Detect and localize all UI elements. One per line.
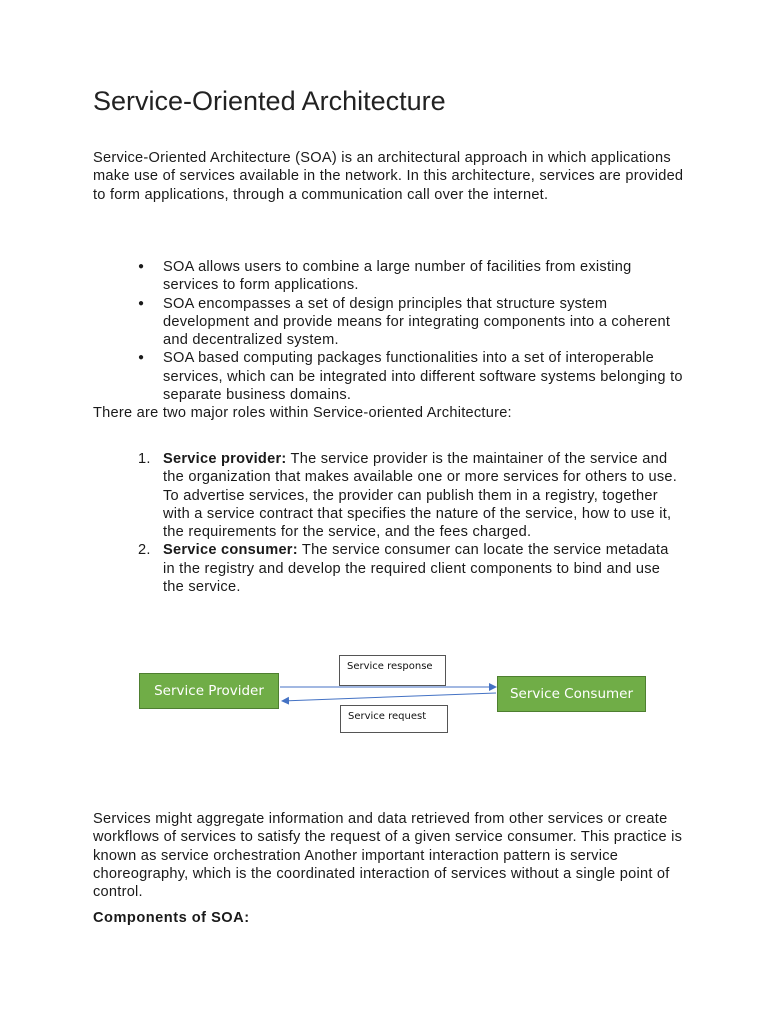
bullet-text: SOA encompasses a set of design principles that structure system development and provide means for integrating components into a coherent and decentralized system.: [163, 295, 671, 349]
bullet-icon: ●: [138, 352, 145, 364]
role-term: Service consumer:: [163, 542, 298, 559]
bullet-text: SOA allows users to combine a large number of facilities from existing services to form applications.: [163, 259, 632, 294]
list-item-service-provider: [138, 450, 683, 541]
service-request-label: Service request: [340, 705, 448, 733]
list-item-service-consumer: [138, 541, 683, 596]
closing-paragraph: Services might aggregate information and data retrieved from other services or create workflows of services to satisfy the request of a given service consumer. This practice is known as service orchestration Another important interaction pattern is service choreography, which is the coordinated interaction of services without a single point of control.: [93, 811, 683, 901]
list-number: 1.: [138, 451, 151, 467]
role-term: Service provider:: [163, 451, 287, 467]
bullet-icon: ●: [138, 261, 145, 272]
list-number: 2.: [138, 542, 151, 559]
list-item: [138, 295, 683, 350]
bullet-icon: ●: [138, 297, 145, 309]
soa-bullet-list: [138, 258, 683, 404]
role-description: The service provider is the maintainer of the service and the organization that makes available one or more services for others to use. To advertise services, the provider can publish them in a registry, together with a service contract that specifies the nature of the service, how to use it, the requirements for the service, and the fees charged.: [163, 451, 678, 541]
bullet-text: SOA based computing packages functionalities into a set of interoperable services, which can be integrated into different software systems belonging to separate business domains.: [163, 350, 683, 404]
request-arrow: [282, 693, 496, 701]
roles-list: [138, 450, 683, 596]
page-title: Service-Oriented Architecture: [93, 86, 446, 116]
service-provider-box: Service Provider: [139, 673, 279, 709]
role-description: The service consumer can locate the service metadata in the registry and develop the required client components to bind and use the service.: [163, 542, 669, 596]
list-item: [138, 258, 683, 295]
service-response-label: Service response: [339, 655, 446, 686]
service-consumer-box: Service Consumer: [497, 676, 646, 712]
components-heading: Components of SOA:: [93, 910, 250, 926]
roles-intro-paragraph: There are two major roles within Service-oriented Architecture:: [93, 405, 512, 421]
list-item: [138, 349, 683, 404]
intro-paragraph: Service-Oriented Architecture (SOA) is an architectural approach in which applications make use of services available in the network. In this architecture, services are provided to form applications, through a communication call over the internet.: [93, 150, 684, 203]
